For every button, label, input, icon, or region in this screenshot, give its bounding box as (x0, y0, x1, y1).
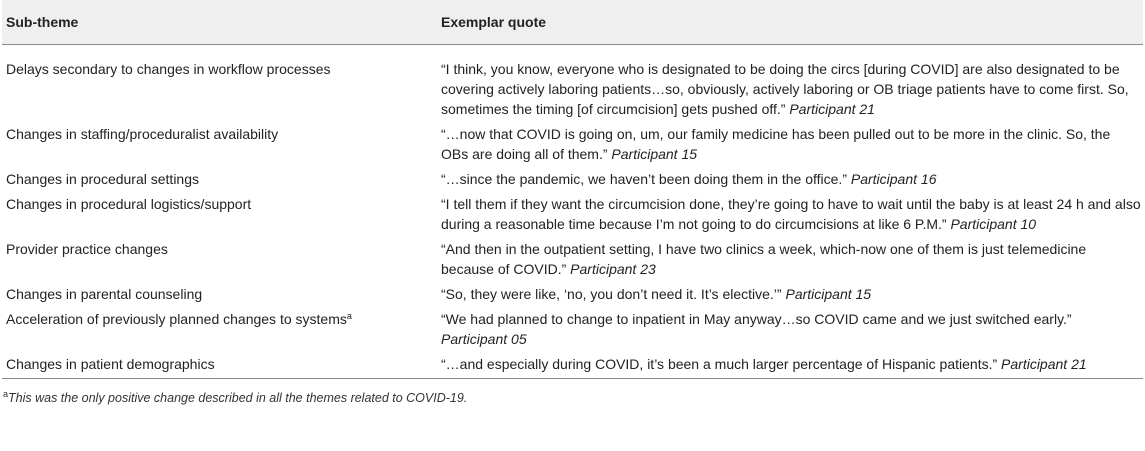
table-row (2, 191, 1143, 236)
quote-cell (435, 121, 1143, 166)
header-row (2, 0, 1143, 45)
table-footnote (3, 391, 1145, 405)
header-subtheme: Sub-theme (2, 0, 435, 45)
participant-label: Participant 16 (850, 171, 937, 187)
subtheme-cell (2, 351, 435, 379)
subtheme-cell (2, 306, 435, 351)
subtheme-quote-table (2, 0, 1143, 379)
participant-label: Participant 10 (950, 216, 1037, 232)
quote-text: “And then in the outpatient setting, I have two clinics a week, which-now one of them is just telemedicine because of COVID.” (441, 241, 1087, 277)
participant-label: Participant 21 (789, 101, 875, 117)
footnote-marker: a (3, 389, 9, 399)
participant-label: Participant 21 (1001, 356, 1087, 372)
subtheme-text: Changes in patient demographics (6, 356, 215, 372)
subtheme-text: Changes in parental counseling (6, 286, 203, 302)
subtheme-cell (2, 281, 435, 306)
subtheme-text: Changes in procedural logistics/support (6, 196, 252, 212)
footnote-marker: a (346, 311, 352, 321)
quote-cell (435, 306, 1143, 351)
subtheme-cell (2, 121, 435, 166)
footnote-text: This was the only positive change described in all the themes related to COVID-19. (8, 391, 468, 405)
table-row (2, 121, 1143, 166)
quote-text: “So, they were like, ‘no, you don’t need it. It’s elective.’” (441, 286, 782, 302)
subtheme-cell (2, 166, 435, 191)
quote-cell (435, 351, 1143, 379)
table-row (2, 166, 1143, 191)
table-row (2, 45, 1143, 122)
subtheme-text: Changes in procedural settings (6, 171, 200, 187)
participant-label: Participant 05 (441, 331, 527, 347)
subtheme-cell (2, 45, 435, 122)
quote-cell (435, 191, 1143, 236)
quote-text: “We had planned to change to inpatient in May anyway…so COVID came and we just switched early.” (441, 311, 1072, 327)
quote-text: “I think, you know, everyone who is designated to be doing the circs [during COVID] are also designated to be covering actively laboring patients…so, obviously, actively laboring or OB triage patients have to come first. So, sometimes the timing [of circumcision] gets pushed off.” (441, 61, 1129, 117)
participant-label: Participant 23 (570, 261, 656, 277)
quote-cell (435, 281, 1143, 306)
quote-text: “…since the pandemic, we haven’t been doing them in the office.” (441, 171, 847, 187)
quote-text: “…now that COVID is going on, um, our family medicine has been pulled out to be more in the clinic. So, the OBs are doing all of them.” (441, 126, 1111, 162)
table-row (2, 281, 1143, 306)
table-row (2, 351, 1143, 379)
subtheme-text: Acceleration of previously planned changes to systems (6, 311, 347, 327)
subtheme-text: Changes in staffing/proceduralist availability (6, 126, 279, 142)
header-exemplar-quote: Exemplar quote (435, 0, 1143, 45)
quote-cell (435, 236, 1143, 281)
participant-label: Participant 15 (611, 146, 698, 162)
subtheme-text: Provider practice changes (6, 241, 168, 257)
table-body (2, 45, 1143, 379)
quote-cell (435, 45, 1143, 122)
table-row (2, 236, 1143, 281)
subtheme-text: Delays secondary to changes in workflow processes (6, 61, 331, 77)
subtheme-cell (2, 236, 435, 281)
quote-cell (435, 166, 1143, 191)
quote-text: “I tell them if they want the circumcision done, they’re going to have to wait until the baby is at least 24 h and also during a reasonable time because I’m not going to do circumcisions at like 6 P.M.” (441, 196, 1141, 232)
table-row (2, 306, 1143, 351)
participant-label: Participant 15 (785, 286, 872, 302)
quote-text: “…and especially during COVID, it’s been a much larger percentage of Hispanic patients.” (441, 356, 998, 372)
subtheme-cell (2, 191, 435, 236)
table-header (2, 0, 1143, 45)
